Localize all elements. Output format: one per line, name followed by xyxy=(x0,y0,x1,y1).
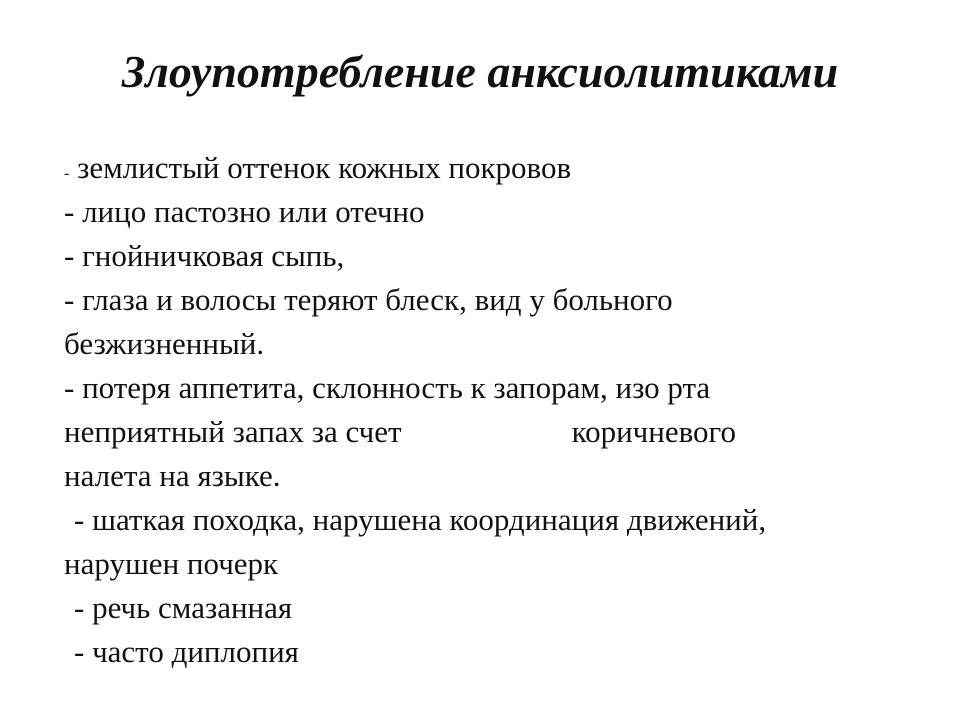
bullet-text-part-a: неприятный запах за счет xyxy=(64,414,402,449)
bullet-text-part-b: коричневого xyxy=(571,414,736,449)
bullet-line-5-cont-2: налета на языке. xyxy=(64,458,281,493)
bullet-line-2: - лицо пастозно или отечно xyxy=(64,194,425,229)
bullet-dash: - xyxy=(64,165,70,182)
bullet-line-3: - гнойничковая сыпь, xyxy=(64,238,345,273)
bullet-line-6: - шаткая походка, нарушена координация движений, xyxy=(74,502,767,537)
slide-title: Злоупотребление анксиолитиками xyxy=(121,46,839,97)
bullet-text: землистый оттенок кожных покровов xyxy=(69,150,572,185)
bullet-line-5: - потеря аппетита, склонность к запорам, изо рта xyxy=(64,370,711,405)
bullet-line-4-cont: безжизненный. xyxy=(64,326,265,361)
bullet-line-5-cont xyxy=(64,410,934,454)
bullet-line-7: - речь смазанная xyxy=(74,590,293,625)
bullet-line-1 xyxy=(64,146,934,190)
bullet-line-6-cont: нарушен почерк xyxy=(64,546,279,581)
bullet-line-4: - глаза и волосы теряют блеск, вид у больного xyxy=(64,282,673,317)
slide-body xyxy=(64,146,934,674)
bullet-line-8: - часто диплопия xyxy=(74,634,299,669)
